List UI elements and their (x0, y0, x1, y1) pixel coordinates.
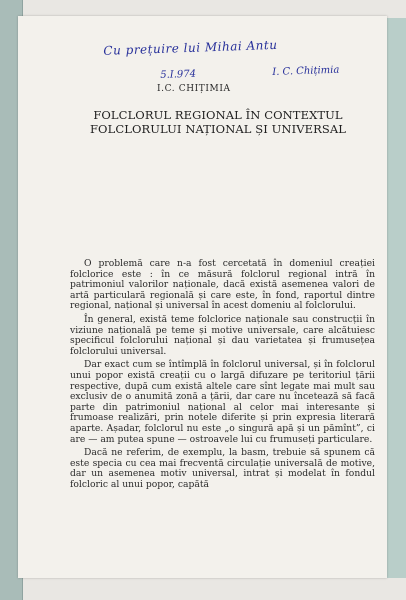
paragraph-1: O problemă care n-a fost cercetată în domeniul creației folclorice este : în ce măsură folclorul regional intră în patrimoniul valorilor naționale, dacă există asemenea valori de artă particulară regională și care este, în fond, raportul dintre regional, național și universal în acest domeniu al folclorului. (70, 258, 375, 312)
book-cover-right-edge (385, 18, 406, 578)
title-line-1: FOLCLORUL REGIONAL ÎN CONTEXTUL (93, 108, 343, 122)
article-body (70, 259, 375, 493)
document-page (18, 16, 387, 578)
dedication-signature: I. C. Chițimia (272, 64, 340, 79)
dedication-date: 5.I.974 (160, 68, 197, 81)
paragraph-2: În general, există teme folclorice naționale sau construcții în viziune națională pe teme și motive universale, care alcătuiesc specificul folclorului național și dau varietatea și frumusețea folclorului universal. (70, 313, 375, 357)
author-name: I.C. CHIȚIMIA (157, 84, 231, 94)
dedication-text: Cu prețuire lui Mihai Antu (103, 37, 278, 58)
handwritten-dedication (103, 31, 385, 99)
title-line-2: FOLCLORULUI NAȚIONAL ȘI UNIVERSAL (89, 122, 347, 136)
article-title (68, 108, 368, 136)
paragraph-3: Dar exact cum se întîmplă în folclorul universal, și în folclorul unui popor există creații cu o largă difuzare pe teritoriul țării respective, după cum există altele care sînt legate mai mult sau exclusiv de o anumită zonă a țării, dar care nu încetează să facă parte din patrimoniul național al celor mai interesante și frumoase realizări, prin notele diferite și prin expresia literară aparte. Așadar, folclorul nu este „o singură apă și un pămînt”, ci are — am putea spune — ostroavele lui cu frumuseți particulare. (70, 359, 375, 445)
paragraph-4: Dacă ne referim, de exemplu, la basm, trebuie să spunem că este specia cu cea mai frecventă circulație universală de motive, dar un asemenea motiv universal, intrat și modelat în fondul folcloric al unui popor, capătă (70, 447, 375, 490)
